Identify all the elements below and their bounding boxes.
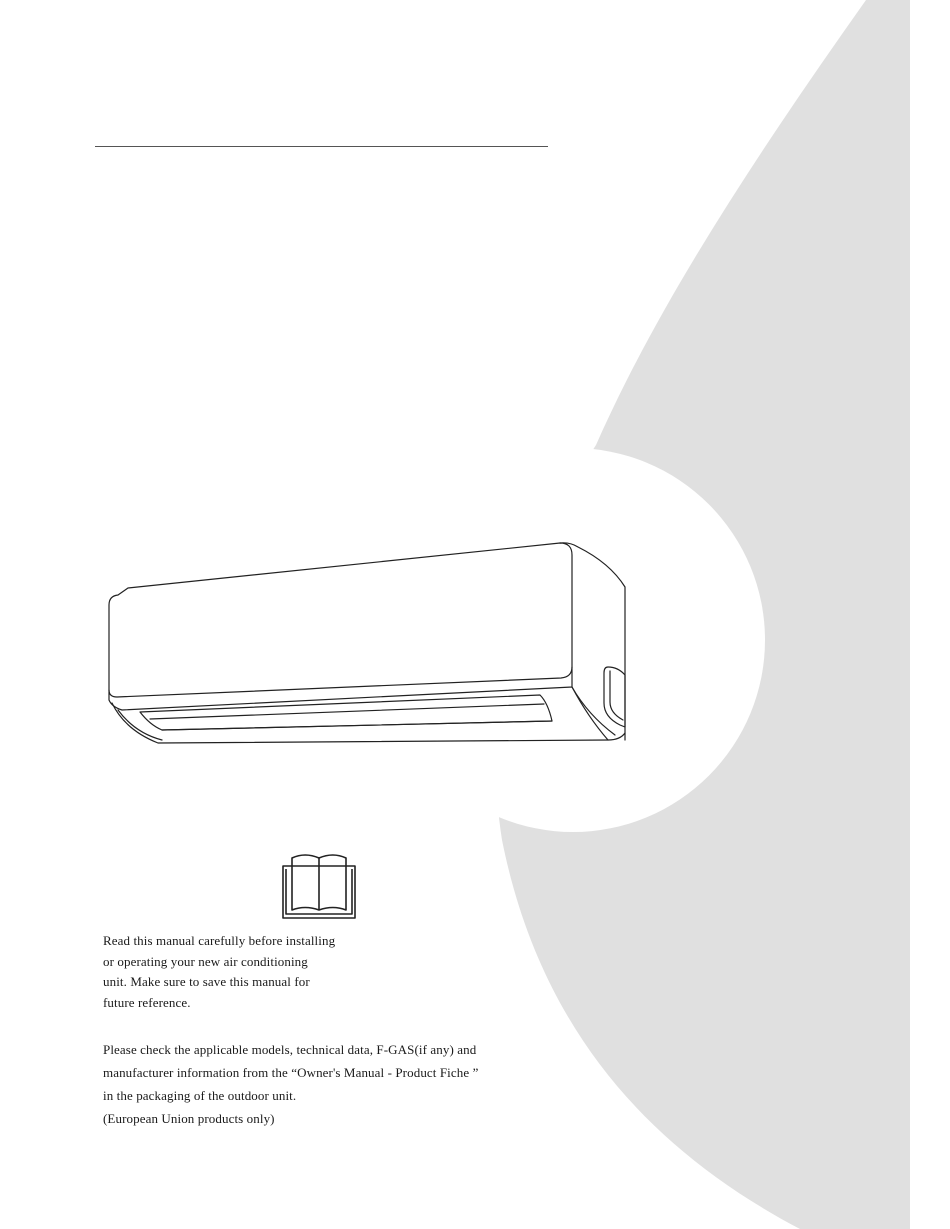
read-manual-notice xyxy=(103,931,373,1013)
check-notice-line: in the packaging of the outdoor unit. xyxy=(103,1088,297,1103)
read-notice-line: future reference. xyxy=(103,994,191,1010)
air-conditioner-illustration xyxy=(100,535,635,755)
check-notice-line: manufacturer information from the “Owner's Manual - Product Fiche ” xyxy=(103,1065,479,1080)
check-notice-line: (European Union products only) xyxy=(103,1111,275,1126)
read-notice-line: Read this manual carefully before installing xyxy=(103,933,336,948)
read-notice-line: unit. Make sure to save this manual for xyxy=(103,974,310,989)
open-book-icon xyxy=(278,850,360,922)
product-fiche-notice xyxy=(103,1038,543,1130)
read-notice-line: or operating your new air conditioning xyxy=(103,953,308,969)
check-notice-line: Please check the applicable models, technical data, F-GAS(if any) and xyxy=(103,1042,477,1057)
top-divider-line xyxy=(95,146,548,147)
